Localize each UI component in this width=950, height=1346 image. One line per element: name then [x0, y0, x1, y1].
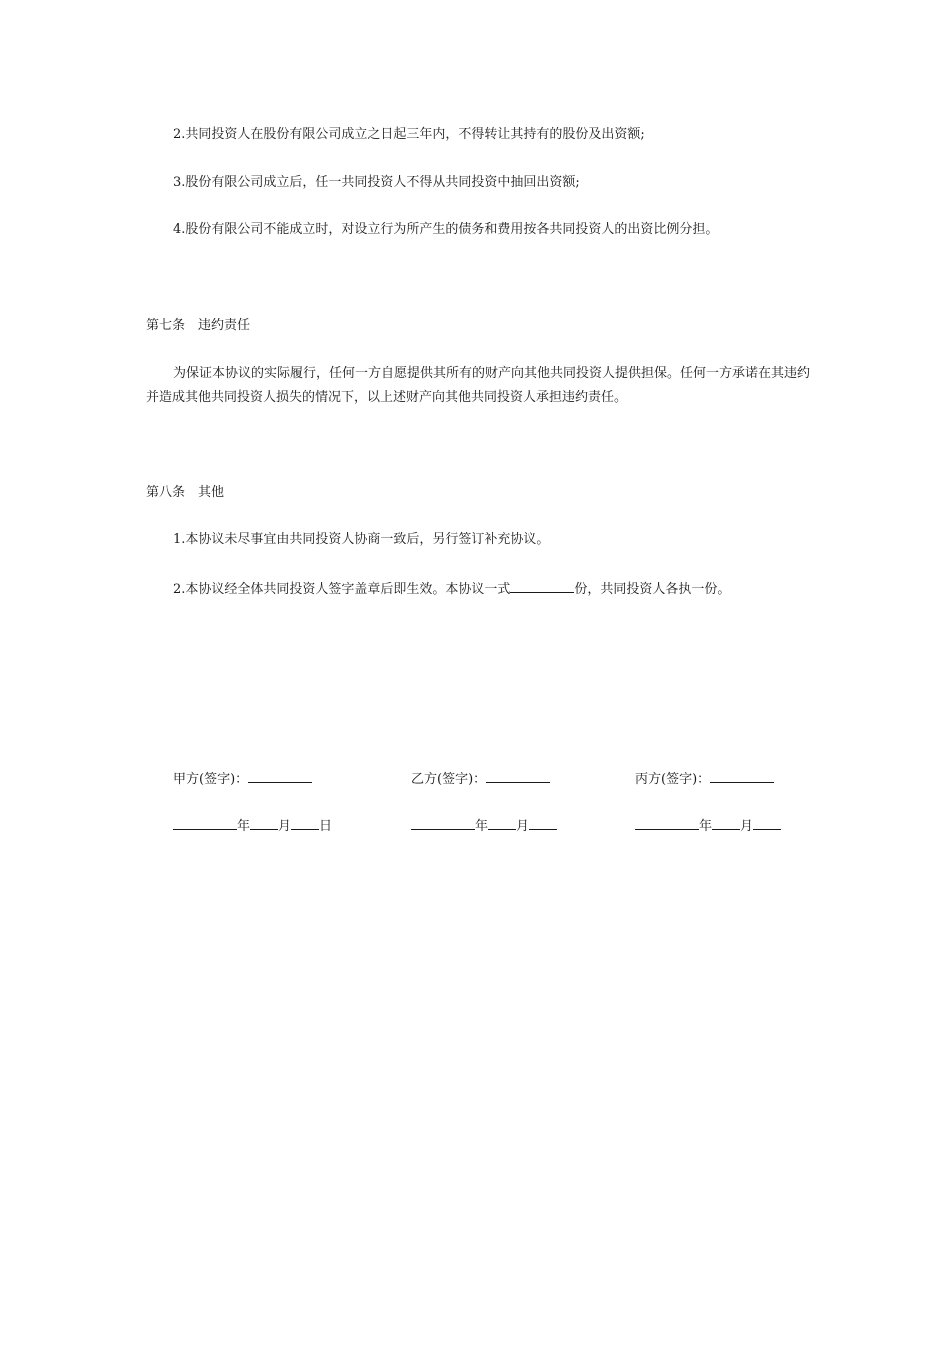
- party-c-date: [635, 815, 781, 837]
- party-a-year-label: 年: [237, 819, 251, 834]
- party-a-day-blank: [291, 815, 319, 830]
- party-b-year-blank: [411, 815, 475, 830]
- copies-blank: [510, 578, 574, 593]
- party-b-label: 乙方(签字)：: [411, 772, 487, 787]
- article-7-heading: 第七条 违约责任: [146, 318, 251, 333]
- party-c-day-blank: [753, 815, 781, 830]
- party-a-label: 甲方(签字)：: [173, 772, 249, 787]
- clause-8-item-2: [173, 578, 730, 600]
- party-a-year-blank: [173, 815, 237, 830]
- party-b-signature: [411, 768, 550, 790]
- clause-8-item-1: 1.本协议未尽事宜由共同投资人协商一致后，另行签订补充协议。: [173, 532, 550, 547]
- clause-8-item-2-text-end: 份，共同投资人各执一份。: [574, 582, 731, 597]
- party-b-month-blank: [488, 815, 516, 830]
- party-b-month-label: 月: [516, 819, 530, 834]
- party-b-day-blank: [529, 815, 557, 830]
- party-b-date: [411, 815, 557, 837]
- party-a-day-label: 日: [319, 819, 333, 834]
- party-b-signature-blank: [486, 768, 550, 783]
- party-c-year-label: 年: [699, 819, 713, 834]
- party-c-month-blank: [712, 815, 740, 830]
- article-7-paragraph: 为保证本协议的实际履行，任何一方自愿提供其所有的财产向其他共同投资人提供担保。任何一方承诺在其违约并造成其他共同投资人损失的情况下，以上述财产向其他共同投资人承担违约责任。: [146, 366, 811, 405]
- party-a-signature: [173, 768, 312, 790]
- party-c-month-label: 月: [740, 819, 754, 834]
- party-a-date: [173, 815, 332, 837]
- party-a-month-label: 月: [278, 819, 292, 834]
- party-c-signature: [635, 768, 774, 790]
- party-c-label: 丙方(签字)：: [635, 772, 711, 787]
- party-c-signature-blank: [710, 768, 774, 783]
- clause-6-item-3: 3.股份有限公司成立后，任一共同投资人不得从共同投资中抽回出资额;: [173, 175, 580, 190]
- clause-8-item-2-text: 2.本协议经全体共同投资人签字盖章后即生效。本协议一式: [173, 582, 511, 597]
- party-b-year-label: 年: [475, 819, 489, 834]
- party-c-year-blank: [635, 815, 699, 830]
- clause-6-item-2: 2.共同投资人在股份有限公司成立之日起三年内，不得转让其持有的股份及出资额;: [173, 127, 645, 142]
- party-a-month-blank: [250, 815, 278, 830]
- party-a-signature-blank: [248, 768, 312, 783]
- article-8-heading: 第八条 其他: [146, 485, 225, 500]
- clause-6-item-4: 4.股份有限公司不能成立时，对设立行为所产生的债务和费用按各共同投资人的出资比例分担。: [173, 222, 719, 237]
